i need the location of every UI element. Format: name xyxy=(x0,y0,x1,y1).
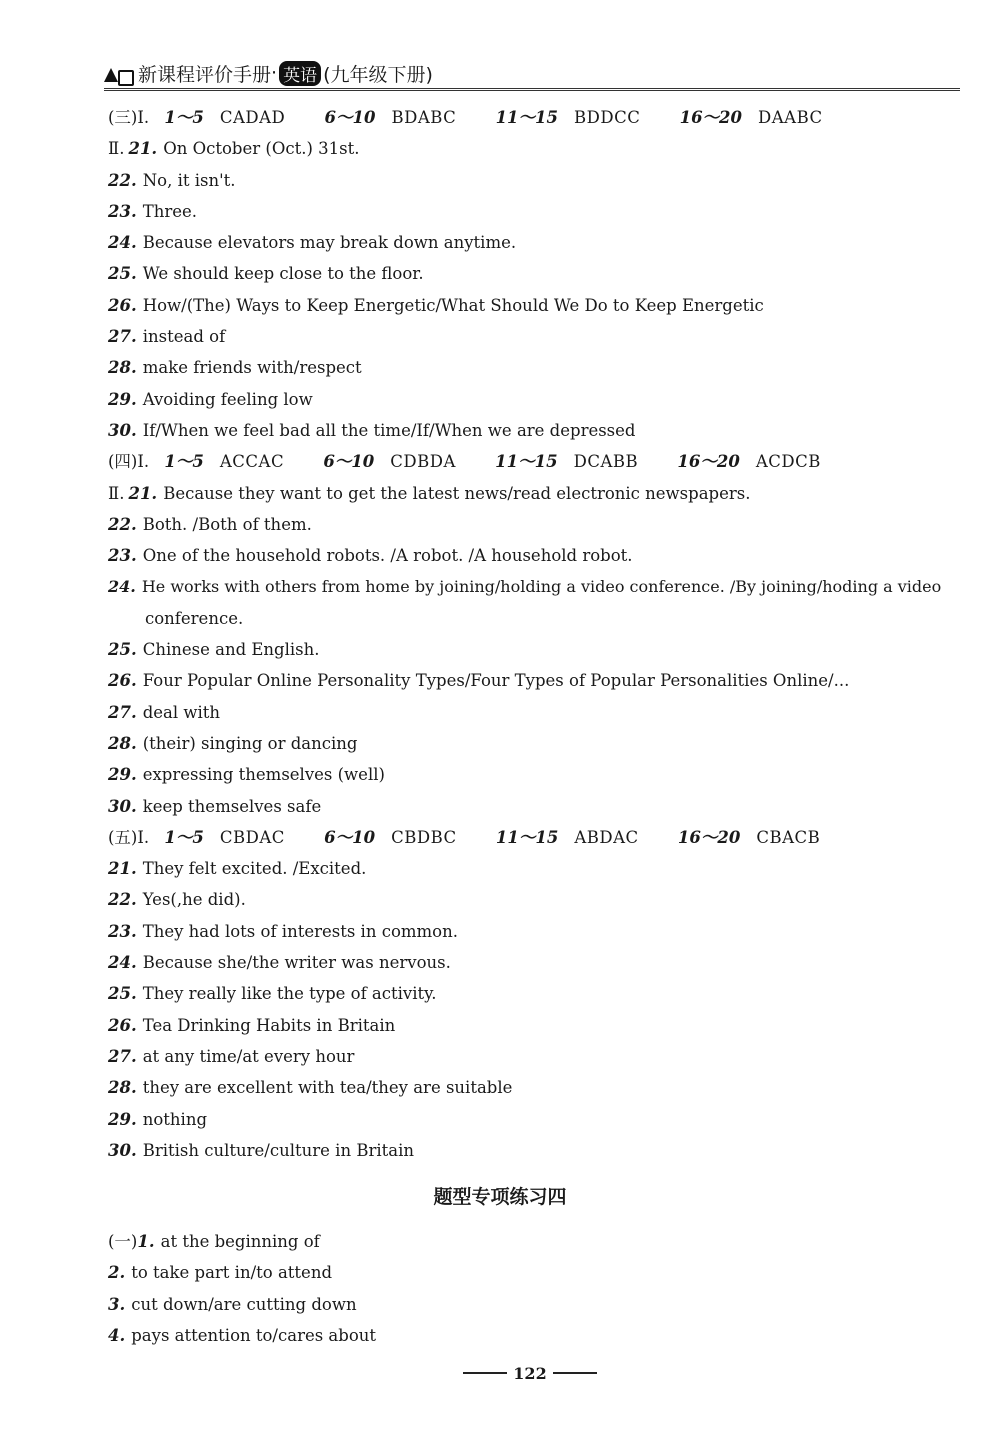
answer-line xyxy=(108,853,960,884)
range: 16～20 xyxy=(679,108,743,127)
answer-line xyxy=(108,384,960,415)
answer-line xyxy=(108,227,960,258)
item-number: 23. xyxy=(108,921,137,941)
part-label: Ⅱ. xyxy=(108,139,125,159)
page-footer xyxy=(460,1358,600,1388)
answers: ACDCB xyxy=(755,452,821,472)
answers: BDABC xyxy=(391,108,457,127)
section-label: (一) xyxy=(108,1232,138,1251)
answers: ABDAC xyxy=(574,827,639,847)
item-text: Avoiding feeling low xyxy=(142,389,313,409)
answers: BDDCC xyxy=(574,108,641,127)
item-text: Yes(,he did). xyxy=(142,890,246,910)
item-text: Chinese and English. xyxy=(142,640,320,660)
item-number: 22. xyxy=(108,514,137,534)
answer-line xyxy=(108,196,960,227)
item-number: 22. xyxy=(108,890,137,910)
item-text: expressing themselves (well) xyxy=(142,765,385,785)
item-number: 23. xyxy=(108,546,137,566)
item-text: cut down/are cutting down xyxy=(131,1294,357,1314)
answer-line xyxy=(108,947,960,978)
grade-label: (九年级下册) xyxy=(323,63,433,86)
item-number: 21. xyxy=(128,139,158,159)
item-number: 27. xyxy=(108,327,137,347)
item-number: 25. xyxy=(108,640,137,660)
answer-line xyxy=(108,509,960,540)
item-number: 24. xyxy=(108,233,137,253)
section-label: (五)Ⅰ. xyxy=(108,827,150,847)
answer-line xyxy=(108,1041,960,1072)
item-number: 24. xyxy=(108,577,136,597)
answer-line xyxy=(108,478,960,509)
answer-line xyxy=(108,978,960,1009)
s5-choice-answers xyxy=(108,822,960,853)
item-number: 30. xyxy=(108,1140,137,1160)
subject-badge: 英语 xyxy=(279,61,321,86)
item-number: 22. xyxy=(108,170,137,190)
item-number: 26. xyxy=(108,295,137,315)
item-text: He works with others from home by joining/holding a video conference. /By joining/hoding a video xyxy=(141,577,942,597)
part-label: Ⅱ. xyxy=(108,483,125,503)
item-text: pays attention to/cares about xyxy=(131,1325,377,1345)
item-number: 25. xyxy=(108,984,137,1004)
item-number: 26. xyxy=(108,671,137,691)
footer-ornament-right xyxy=(553,1372,597,1374)
answers: DAABC xyxy=(758,108,823,127)
answer-line xyxy=(108,1104,960,1135)
item-text: They really like the type of activity. xyxy=(142,984,437,1004)
answer-line-continuation xyxy=(108,603,960,634)
answer-line xyxy=(108,1010,960,1041)
item-text: to take part in/to attend xyxy=(131,1263,333,1283)
answers: CBDBC xyxy=(391,827,457,847)
item-number: 26. xyxy=(108,1015,137,1035)
answer-line xyxy=(108,1257,960,1288)
item-text: One of the household robots. /A robot. /A household robot. xyxy=(142,546,633,566)
answer-line xyxy=(108,759,960,790)
range: 1～5 xyxy=(164,452,204,472)
item-number: 28. xyxy=(108,733,137,753)
item-text: Three. xyxy=(142,201,198,221)
item-number: 21. xyxy=(108,859,137,879)
item-text: How/(The) Ways to Keep Energetic/What Should We Do to Keep Energetic xyxy=(142,295,764,315)
range: 11～15 xyxy=(495,452,558,472)
answer-line xyxy=(108,540,960,571)
item-number: 29. xyxy=(108,765,137,785)
s3-choice-answers xyxy=(108,102,960,133)
item-number: 24. xyxy=(108,953,137,973)
page-header xyxy=(104,58,960,91)
section-title: 题型专项练习四 xyxy=(433,1186,567,1208)
item-text: We should keep close to the floor. xyxy=(142,264,424,284)
answer-line xyxy=(108,290,960,321)
item-number: 25. xyxy=(108,264,137,284)
item-text: British culture/culture in Britain xyxy=(142,1140,414,1160)
title-dot: · xyxy=(271,62,278,84)
item-number: 1. xyxy=(137,1232,155,1251)
item-text: Four Popular Online Personality Types/Four Types of Popular Personalities Online/... xyxy=(142,671,850,691)
item-number: 29. xyxy=(108,389,137,409)
answer-line xyxy=(108,665,960,696)
item-text: deal with xyxy=(142,702,221,722)
book-title: 新课程评价手册 xyxy=(138,63,272,86)
item-text: If/When we feel bad all the time/If/When we are depressed xyxy=(142,420,636,440)
item-number: 30. xyxy=(108,796,137,816)
answers: CBACB xyxy=(756,827,821,847)
item-number: 4. xyxy=(108,1325,126,1345)
answer-line xyxy=(108,165,960,196)
answer-line xyxy=(108,916,960,947)
item-text: Because elevators may break down anytime. xyxy=(142,233,517,253)
answer-line xyxy=(108,133,960,164)
item-text: On October (Oct.) 31st. xyxy=(163,139,360,159)
range: 1～5 xyxy=(164,108,204,127)
answers: DCABB xyxy=(573,452,639,472)
range: 6～10 xyxy=(324,827,376,847)
item-text: Because they want to get the latest news/read electronic newspapers. xyxy=(163,483,751,503)
answer-line xyxy=(108,1226,960,1257)
answer-line xyxy=(108,697,960,728)
item-text: instead of xyxy=(142,327,226,347)
answer-line xyxy=(108,258,960,289)
item-text: they are excellent with tea/they are suitable xyxy=(142,1078,513,1098)
item-number: 28. xyxy=(108,358,137,378)
item-text: at the beginning of xyxy=(160,1232,320,1251)
item-text: Because she/the writer was nervous. xyxy=(142,953,451,973)
answers: CADAD xyxy=(219,108,286,127)
answer-line xyxy=(108,415,960,446)
page-number: 122 xyxy=(513,1363,547,1383)
item-number: 28. xyxy=(108,1078,137,1098)
range: 1～5 xyxy=(164,827,204,847)
item-text: keep themselves safe xyxy=(142,796,322,816)
item-text: make friends with/respect xyxy=(142,358,362,378)
next-section-content xyxy=(108,1226,960,1351)
range: 6～10 xyxy=(324,108,376,127)
item-text: conference. xyxy=(145,608,244,628)
answers: CDBDA xyxy=(390,452,456,472)
answers: CBDAC xyxy=(219,827,285,847)
answer-line xyxy=(108,1289,960,1320)
item-number: 29. xyxy=(108,1109,137,1129)
section-label: (四)Ⅰ. xyxy=(108,452,150,472)
range: 11～15 xyxy=(495,827,559,847)
answer-line xyxy=(108,728,960,759)
item-text: at any time/at every hour xyxy=(142,1046,355,1066)
range: 16～20 xyxy=(677,452,740,472)
item-text: Tea Drinking Habits in Britain xyxy=(142,1015,396,1035)
footer-ornament-left xyxy=(463,1372,507,1374)
item-number: 21. xyxy=(128,483,158,503)
answers: ACCAC xyxy=(219,452,285,472)
item-text: nothing xyxy=(142,1109,208,1129)
item-number: 27. xyxy=(108,702,137,722)
answer-line xyxy=(108,1320,960,1351)
answer-line xyxy=(108,352,960,383)
item-text: They felt excited. /Excited. xyxy=(142,859,367,879)
range: 6～10 xyxy=(323,452,375,472)
answer-line xyxy=(108,884,960,915)
item-number: 27. xyxy=(108,1046,137,1066)
answer-content xyxy=(108,102,960,1166)
item-number: 30. xyxy=(108,420,137,440)
answer-line xyxy=(108,1072,960,1103)
item-text: Both. /Both of them. xyxy=(142,514,312,534)
section-label: (三)Ⅰ. xyxy=(108,108,150,127)
answer-line xyxy=(108,634,960,665)
item-number: 23. xyxy=(108,201,137,221)
answer-line xyxy=(108,571,960,602)
answer-line xyxy=(108,1135,960,1166)
item-number: 2. xyxy=(108,1263,126,1283)
answer-line xyxy=(108,791,960,822)
answer-line xyxy=(108,321,960,352)
s4-choice-answers xyxy=(108,446,960,477)
item-text: They had lots of interests in common. xyxy=(142,921,458,941)
item-text: (their) singing or dancing xyxy=(142,733,358,753)
item-text: No, it isn't. xyxy=(142,170,236,190)
publisher-logo-icon xyxy=(104,64,134,82)
range: 11～15 xyxy=(495,108,558,127)
range: 16～20 xyxy=(677,827,741,847)
item-number: 3. xyxy=(108,1294,126,1314)
